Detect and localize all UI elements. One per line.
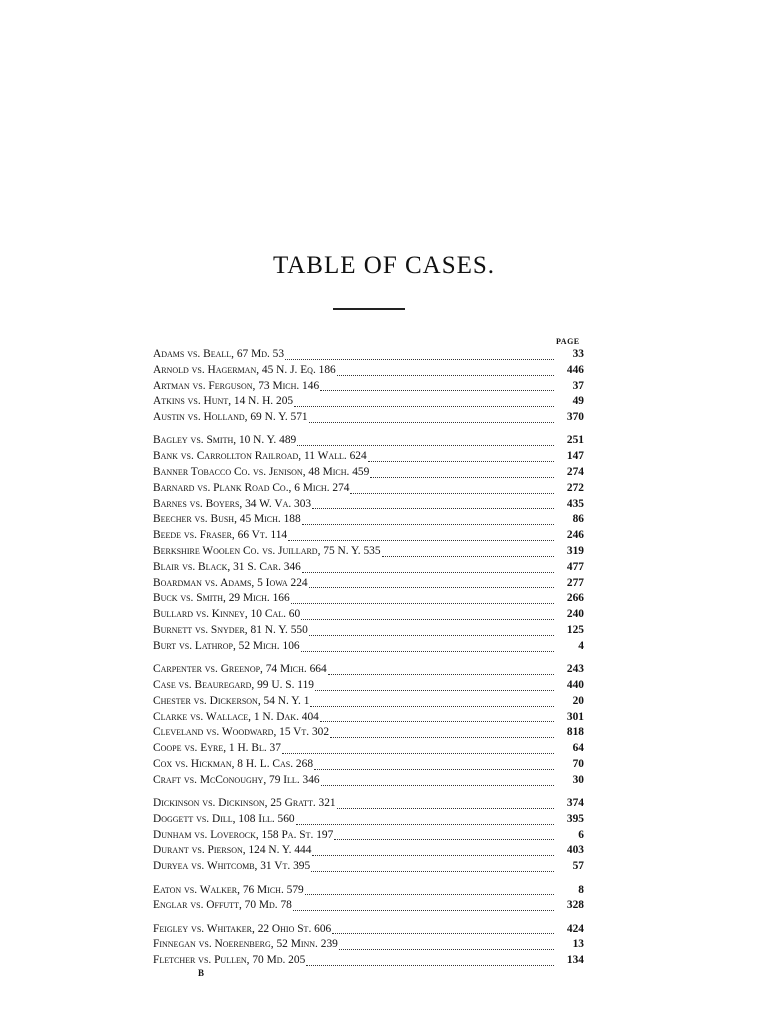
case-row	[153, 465, 584, 481]
case-row	[153, 363, 584, 379]
dot-leader	[311, 870, 554, 872]
dot-leader	[320, 389, 554, 391]
case-row	[153, 639, 584, 655]
case-page-number: 477	[566, 560, 584, 573]
case-row	[153, 828, 584, 844]
case-name: Coope vs. Eyre, 1 H. Bl. 37	[153, 742, 281, 755]
case-name: Barnes vs. Boyers, 34 W. Va. 303	[153, 497, 312, 510]
case-row	[153, 859, 584, 875]
dot-leader	[334, 838, 554, 840]
case-name: Fletcher vs. Pullen, 70 Md. 205	[153, 954, 306, 967]
case-name: Berkshire Woolen Co. vs. Juillard, 75 N. Y. 535	[153, 545, 381, 558]
case-row	[153, 710, 584, 726]
case-row	[153, 694, 584, 710]
case-page-number: 440	[566, 678, 584, 691]
case-row	[153, 725, 584, 741]
case-name: Englar vs. Offutt, 70 Md. 78	[153, 899, 292, 912]
case-group	[153, 883, 584, 915]
signature-mark: B	[198, 968, 205, 978]
dot-leader	[305, 893, 554, 895]
case-name: Beecher vs. Bush, 45 Mich. 188	[153, 513, 301, 526]
case-group	[153, 662, 584, 788]
case-name: Doggett vs. Dill, 108 Ill. 560	[153, 812, 295, 825]
case-group	[153, 347, 584, 426]
case-page-number: 13	[572, 938, 584, 951]
dot-leader	[332, 932, 554, 934]
case-row	[153, 843, 584, 859]
case-name: Cox vs. Hickman, 8 H. L. Cas. 268	[153, 757, 314, 770]
case-row	[153, 481, 584, 497]
case-name: Bank vs. Carrollton Railroad, 11 Wall. 624	[153, 450, 367, 463]
case-row	[153, 812, 584, 828]
case-name: Barnard vs. Plank Road Co., 6 Mich. 274	[153, 481, 350, 494]
dot-leader	[309, 586, 554, 588]
case-row	[153, 528, 584, 544]
dot-leader	[302, 523, 554, 525]
case-name: Boardman vs. Adams, 5 Iowa 224	[153, 576, 308, 589]
dot-leader	[330, 736, 554, 738]
case-name: Duryea vs. Whitcomb, 31 Vt. 395	[153, 860, 311, 873]
case-page-number: 240	[566, 608, 584, 621]
case-name: Bullard vs. Kinney, 10 Cal. 60	[153, 608, 301, 621]
dot-leader	[315, 689, 554, 691]
case-name: Durant vs. Pierson, 124 N. Y. 444	[153, 844, 312, 857]
dot-leader	[293, 909, 554, 911]
case-page-number: 246	[566, 529, 584, 542]
case-page-number: 147	[566, 450, 584, 463]
case-row	[153, 433, 584, 449]
case-row	[153, 347, 584, 363]
page-column-heading: PAGE	[556, 337, 580, 346]
case-name: Clarke vs. Wallace, 1 N. Dak. 404	[153, 710, 319, 723]
dot-leader	[337, 374, 554, 376]
case-page-number: 4	[578, 639, 584, 652]
dot-leader	[312, 507, 554, 509]
dot-leader	[370, 476, 554, 478]
dot-leader	[282, 752, 554, 754]
case-page-number: 70	[572, 757, 584, 770]
dot-leader	[321, 784, 554, 786]
case-page-number: 328	[566, 899, 584, 912]
dot-leader	[294, 405, 554, 407]
case-row	[153, 576, 584, 592]
case-name: Case vs. Beauregard, 99 U. S. 119	[153, 678, 314, 691]
case-group	[153, 433, 584, 654]
case-name: Eaton vs. Walker, 76 Mich. 579	[153, 883, 304, 896]
dot-leader	[310, 705, 554, 707]
dot-leader	[302, 571, 554, 573]
case-group	[153, 922, 584, 969]
case-page-number: 30	[572, 773, 584, 786]
dot-leader	[309, 634, 554, 636]
dot-leader	[296, 823, 554, 825]
case-name: Craft vs. McConoughy, 79 Ill. 346	[153, 773, 320, 786]
case-row	[153, 898, 584, 914]
case-page-number: 20	[572, 694, 584, 707]
case-row	[153, 678, 584, 694]
dot-leader	[314, 768, 554, 770]
case-page-number: 64	[572, 742, 584, 755]
case-page-number: 301	[566, 710, 584, 723]
case-page-number: 86	[572, 513, 584, 526]
title-rule	[333, 308, 405, 310]
case-row	[153, 623, 584, 639]
page-title: TABLE OF CASES.	[272, 252, 496, 279]
case-page-number: 243	[566, 663, 584, 676]
case-page-number: 818	[566, 726, 584, 739]
dot-leader	[285, 358, 554, 360]
case-row	[153, 741, 584, 757]
case-row	[153, 883, 584, 899]
dot-leader	[301, 618, 554, 620]
case-row	[153, 591, 584, 607]
case-name: Austin vs. Holland, 69 N. Y. 571	[153, 411, 308, 424]
case-name: Burt vs. Lathrop, 52 Mich. 106	[153, 639, 300, 652]
dot-leader	[339, 948, 554, 950]
case-page-number: 424	[566, 922, 584, 935]
case-page-number: 57	[572, 860, 584, 873]
case-page-number: 251	[566, 434, 584, 447]
case-table	[153, 347, 584, 976]
case-row	[153, 410, 584, 426]
dot-leader	[328, 673, 554, 675]
case-name: Carpenter vs. Greenop, 74 Mich. 664	[153, 663, 327, 676]
dot-leader	[291, 602, 554, 604]
case-row	[153, 512, 584, 528]
case-page-number: 49	[572, 395, 584, 408]
case-name: Dunham vs. Loverock, 158 Pa. St. 197	[153, 828, 334, 841]
dot-leader	[312, 854, 554, 856]
case-row	[153, 662, 584, 678]
case-page-number: 395	[566, 812, 584, 825]
case-name: Finnegan vs. Noerenberg, 52 Minn. 239	[153, 938, 338, 951]
case-name: Beede vs. Fraser, 66 Vt. 114	[153, 529, 288, 542]
case-page-number: 277	[566, 576, 584, 589]
case-page-number: 374	[566, 797, 584, 810]
case-page-number: 272	[566, 481, 584, 494]
case-name: Adams vs. Beall, 67 Md. 53	[153, 348, 285, 360]
case-name: Buck vs. Smith, 29 Mich. 166	[153, 592, 290, 605]
case-name: Burnett vs. Snyder, 81 N. Y. 550	[153, 624, 308, 637]
case-row	[153, 757, 584, 773]
case-row	[153, 953, 584, 969]
case-row	[153, 560, 584, 576]
case-row	[153, 796, 584, 812]
case-row	[153, 937, 584, 953]
case-name: Bagley vs. Smith, 10 N. Y. 489	[153, 434, 297, 447]
case-name: Atkins vs. Hunt, 14 N. H. 205	[153, 395, 294, 408]
dot-leader	[350, 492, 554, 494]
case-page-number: 6	[578, 828, 584, 841]
case-page-number: 8	[578, 883, 584, 896]
case-row	[153, 607, 584, 623]
case-page-number: 435	[566, 497, 584, 510]
case-page-number: 319	[566, 545, 584, 558]
case-row	[153, 394, 584, 410]
dot-leader	[297, 444, 554, 446]
case-name: Cleveland vs. Woodward, 15 Vt. 302	[153, 726, 330, 739]
case-page-number: 403	[566, 844, 584, 857]
dot-leader	[288, 539, 554, 541]
case-name: Dickinson vs. Dickinson, 25 Gratt. 321	[153, 797, 336, 810]
case-group	[153, 796, 584, 875]
case-page-number: 274	[566, 466, 584, 479]
case-name: Feigley vs. Whitaker, 22 Ohio St. 606	[153, 922, 332, 935]
case-page-number: 446	[566, 363, 584, 376]
dot-leader	[368, 460, 554, 462]
case-row	[153, 449, 584, 465]
dot-leader	[382, 555, 554, 557]
case-row	[153, 497, 584, 513]
case-page-number: 134	[566, 954, 584, 967]
case-page-number: 125	[566, 624, 584, 637]
dot-leader	[306, 964, 554, 966]
dot-leader	[309, 421, 554, 423]
case-name: Banner Tobacco Co. vs. Jenison, 48 Mich. 459	[153, 466, 370, 479]
dot-leader	[301, 650, 554, 652]
case-row	[153, 773, 584, 789]
case-page-number: 33	[572, 348, 584, 360]
dot-leader	[337, 807, 554, 809]
case-row	[153, 922, 584, 938]
case-row	[153, 544, 584, 560]
case-row	[153, 379, 584, 395]
case-page-number: 266	[566, 592, 584, 605]
case-name: Chester vs. Dickerson, 54 N. Y. 1	[153, 694, 310, 707]
dot-leader	[320, 720, 554, 722]
case-page-number: 37	[572, 379, 584, 392]
case-page-number: 370	[566, 411, 584, 424]
case-name: Arnold vs. Hagerman, 45 N. J. Eq. 186	[153, 363, 336, 376]
case-name: Artman vs. Ferguson, 73 Mich. 146	[153, 379, 320, 392]
case-name: Blair vs. Black, 31 S. Car. 346	[153, 560, 301, 573]
